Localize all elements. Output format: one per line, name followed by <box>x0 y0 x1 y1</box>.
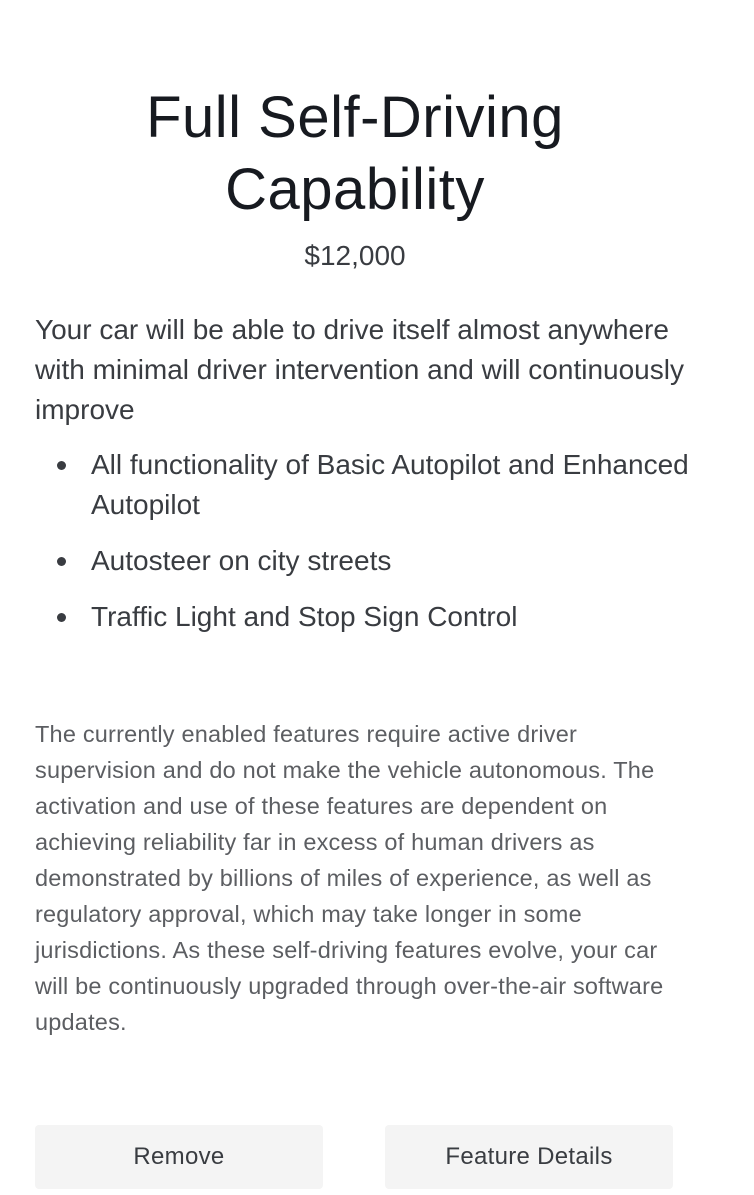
feature-text: All functionality of Basic Autopilot and Enhanced Autopilot <box>91 449 689 520</box>
title-line-1: Full Self-Driving <box>146 85 564 150</box>
feature-list <box>35 445 715 653</box>
bullet-icon <box>57 461 66 470</box>
list-item <box>35 445 715 525</box>
page-title <box>60 82 650 226</box>
remove-button[interactable]: Remove <box>35 1125 323 1189</box>
feature-details-button[interactable]: Feature Details <box>385 1125 673 1189</box>
feature-description: Your car will be able to drive itself almost anywhere with minimal driver intervention and will continuously improve <box>35 314 684 425</box>
disclaimer-text: The currently enabled features require active driver supervision and do not make the vehicle autonomous. The activation and use of these features are dependent on achieving reliability far in excess of human drivers as demonstrated by billions of miles of experience, as well as regulatory approval, which may take longer in some jurisdictions. As these self-driving features evolve, your car will be continuously upgraded through over-the-air software updates. <box>35 721 664 1035</box>
price-label: $12,000 <box>304 240 406 271</box>
list-item <box>35 597 715 637</box>
feature-text: Traffic Light and Stop Sign Control <box>91 601 518 632</box>
title-line-2: Capability <box>225 157 485 222</box>
bullet-icon <box>57 557 66 566</box>
feature-text: Autosteer on city streets <box>91 545 392 576</box>
bullet-icon <box>57 613 66 622</box>
list-item <box>35 541 715 581</box>
